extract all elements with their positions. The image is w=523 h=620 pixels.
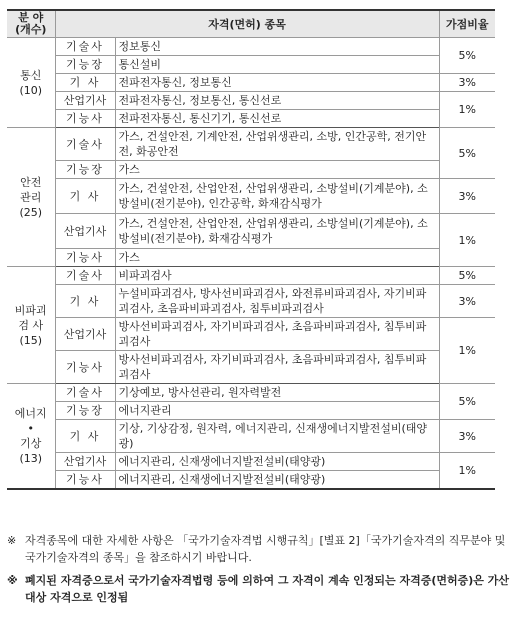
table-row xyxy=(7,128,495,161)
items-cell: 전파전자통신, 통신기기, 통신선로 xyxy=(115,110,439,128)
grade-cell: 기능장 xyxy=(55,56,115,74)
field-cell: 안전 관리 (25) xyxy=(7,128,55,267)
items-cell: 전파전자통신, 정보통신, 통신선로 xyxy=(115,92,439,110)
bonus-cell: 1% xyxy=(439,92,495,128)
items-cell: 에너지관리 xyxy=(115,402,439,420)
items-cell: 누설비파괴검사, 방사선비파괴검사, 와전류비파괴검사, 자기비파괴검사, 초음파비파괴검사, 침투비파괴검사 xyxy=(115,285,439,318)
items-cell: 가스, 건설안전, 기계안전, 산업위생관리, 소방, 인간공학, 전기안전, 화공안전 xyxy=(115,128,439,161)
table-row xyxy=(7,161,495,179)
bonus-cell: 1% xyxy=(439,214,495,267)
table-row xyxy=(7,110,495,128)
field-cell: 비파괴 검 사 (15) xyxy=(7,267,55,384)
items-cell: 정보통신 xyxy=(115,38,439,56)
table-row xyxy=(7,420,495,453)
table-row xyxy=(7,351,495,384)
table-row xyxy=(7,74,495,92)
items-cell: 비파괴검사 xyxy=(115,267,439,285)
grade-cell: 기능사 xyxy=(55,471,115,490)
certification-table xyxy=(7,9,495,490)
bonus-cell: 5% xyxy=(439,38,495,74)
grade-cell: 산업기사 xyxy=(55,318,115,351)
note-mark: ※ xyxy=(7,534,17,547)
bonus-cell: 1% xyxy=(439,318,495,384)
grade-cell: 기술사 xyxy=(55,38,115,56)
grade-cell: 기 사 xyxy=(55,285,115,318)
bonus-cell: 3% xyxy=(439,74,495,92)
header-bonus: 가점비율 xyxy=(439,10,495,38)
grade-cell: 기술사 xyxy=(55,384,115,402)
note-abolished xyxy=(7,572,512,606)
bonus-cell: 5% xyxy=(439,128,495,179)
table-row xyxy=(7,214,495,249)
table-row xyxy=(7,453,495,471)
header-items: 자격(면허) 종목 xyxy=(55,10,439,38)
table-header-row xyxy=(7,10,495,38)
grade-cell: 기능장 xyxy=(55,161,115,179)
notes xyxy=(7,532,512,606)
bonus-cell: 3% xyxy=(439,179,495,214)
grade-cell: 기 사 xyxy=(55,179,115,214)
bonus-cell: 1% xyxy=(439,453,495,490)
table-row xyxy=(7,267,495,285)
items-cell: 가스 xyxy=(115,249,439,267)
items-cell: 가스, 건설안전, 산업안전, 산업위생관리, 소방설비(기계분야), 소방설비(전기분야), 화재감식평가 xyxy=(115,214,439,249)
items-cell: 통신설비 xyxy=(115,56,439,74)
grade-cell: 기능장 xyxy=(55,402,115,420)
grade-cell: 산업기사 xyxy=(55,92,115,110)
table-row xyxy=(7,249,495,267)
grade-cell: 기 사 xyxy=(55,74,115,92)
items-cell: 기상예보, 방사선관리, 원자력발전 xyxy=(115,384,439,402)
items-cell: 에너지관리, 신재생에너지발전설비(태양광) xyxy=(115,453,439,471)
items-cell: 기상, 기상감정, 원자력, 에너지관리, 신재생에너지발전설비(태양광) xyxy=(115,420,439,453)
table-row xyxy=(7,38,495,56)
field-cell: 에너지 • 기상 (13) xyxy=(7,384,55,490)
grade-cell: 기능사 xyxy=(55,249,115,267)
note-text: 폐지된 자격증으로서 국가기술자격법령 등에 의하여 그 자격이 계속 인정되는 자격증(면허증)은 가산대상 자격으로 인정됨 xyxy=(25,574,510,604)
table-row xyxy=(7,402,495,420)
bonus-cell: 5% xyxy=(439,267,495,285)
items-cell: 가스 xyxy=(115,161,439,179)
items-cell: 전파전자통신, 정보통신 xyxy=(115,74,439,92)
note-reference xyxy=(7,532,512,566)
items-cell: 방사선비파괴검사, 자기비파괴검사, 초음파비파괴검사, 침투비파괴검사 xyxy=(115,318,439,351)
items-cell: 방사선비파괴검사, 자기비파괴검사, 초음파비파괴검사, 침투비파괴검사 xyxy=(115,351,439,384)
grade-cell: 기술사 xyxy=(55,267,115,285)
note-mark: ※ xyxy=(7,574,18,587)
grade-cell: 기능사 xyxy=(55,110,115,128)
bonus-cell: 5% xyxy=(439,384,495,420)
grade-cell: 기능사 xyxy=(55,351,115,384)
table-row xyxy=(7,179,495,214)
items-cell: 에너지관리, 신재생에너지발전설비(태양광) xyxy=(115,471,439,490)
table-row xyxy=(7,56,495,74)
grade-cell: 기 사 xyxy=(55,420,115,453)
items-cell: 가스, 건설안전, 산업안전, 산업위생관리, 소방설비(기계분야), 소방설비(전기분야), 인간공학, 화재감식평가 xyxy=(115,179,439,214)
grade-cell: 산업기사 xyxy=(55,214,115,249)
field-cell: 통신 (10) xyxy=(7,38,55,128)
table-row xyxy=(7,471,495,490)
header-field: 분 야 (개수) xyxy=(7,10,55,38)
bonus-cell: 3% xyxy=(439,285,495,318)
note-text: 자격종목에 대한 자세한 사항은 「국가기술자격법 시행규칙」[별표 2]「국가기술자격의 직무분야 및 국가기술자격의 종목」을 참조하시기 바랍니다. xyxy=(25,534,506,564)
table-row xyxy=(7,285,495,318)
grade-cell: 기술사 xyxy=(55,128,115,161)
bonus-cell: 3% xyxy=(439,420,495,453)
table-row xyxy=(7,92,495,110)
grade-cell: 산업기사 xyxy=(55,453,115,471)
table-row xyxy=(7,384,495,402)
table-row xyxy=(7,318,495,351)
